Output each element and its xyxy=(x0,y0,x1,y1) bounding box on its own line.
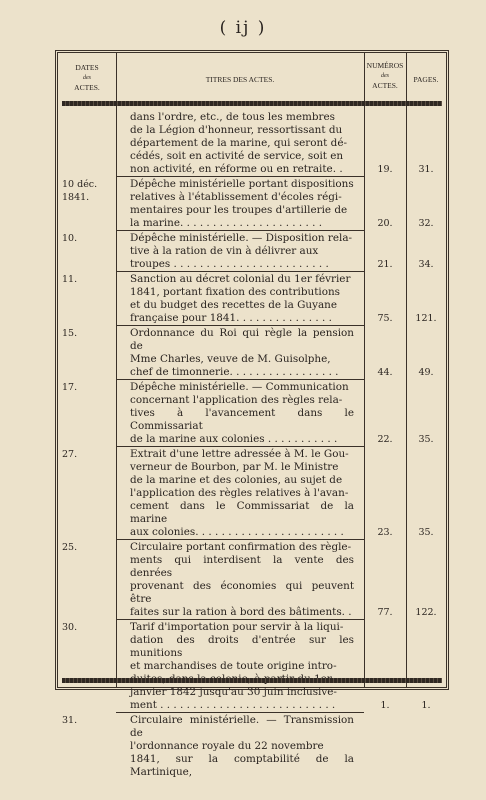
entry-title-line: provenant des économies qui peuvent être xyxy=(130,580,354,605)
entry-row xyxy=(58,111,446,176)
entry-date: 27. xyxy=(62,449,78,460)
entry-page: 34. xyxy=(418,259,434,270)
entry-separator xyxy=(116,176,364,177)
entry-separator xyxy=(116,230,364,231)
table-frame xyxy=(55,50,449,778)
entry-row xyxy=(58,448,446,539)
entry-title-line: verneur de Bourbon, par M. le Ministre xyxy=(130,461,339,473)
entry-date: 30. xyxy=(62,622,78,633)
entry-date: 10. xyxy=(62,233,78,244)
entry-title-line: Circulaire portant confirmation des règle- xyxy=(130,541,352,553)
header-dates: DATES des ACTES. xyxy=(74,63,100,92)
entry-separator xyxy=(116,271,364,272)
entry-number: 23. xyxy=(377,527,393,538)
page-number: ( ij ) xyxy=(219,18,267,38)
entry-separator xyxy=(116,325,364,326)
entry-title-line: l'ordonnance royale du 22 novembre xyxy=(130,740,324,752)
entry-separator xyxy=(116,712,364,713)
entry-title-line: Sanction au décret colonial du 1er février xyxy=(130,273,351,285)
entry-title-line: ments qui interdisent la vente des denrées xyxy=(130,554,354,579)
entry-title-line: Extrait d'une lettre adressée à M. le Gou- xyxy=(130,448,349,460)
entry-row xyxy=(58,232,446,271)
entry-page: 121. xyxy=(415,313,437,324)
entry-title-line: l'application des règles relatives à l'avan- xyxy=(130,487,349,499)
entry-number: 22. xyxy=(377,434,393,445)
entry-row xyxy=(58,178,446,230)
entry-separator xyxy=(116,379,364,380)
entry-title-line: concernant l'application des règles rela- xyxy=(130,394,343,406)
entry-title-line: relatives à l'établissement d'écoles régi- xyxy=(130,191,342,203)
header-titres: TITRES DES ACTES. xyxy=(205,75,275,84)
entry-page: 35. xyxy=(418,527,434,538)
entry-title-line: faites sur la ration à bord des bâtiments. . xyxy=(130,606,352,618)
entry-title-line: et marchandises de toute origine intro- xyxy=(130,660,337,672)
entry-title-line: tives à l'avancement dans le Commissariat xyxy=(130,407,354,432)
entry-page: 35. xyxy=(418,434,434,445)
entry-title-line: tive à la ration de vin à délivrer aux xyxy=(130,245,319,257)
entry-title-line: troupes . . . . . . . . . . . . . . . . . . . . . . . . xyxy=(130,258,329,270)
entry-title-line: mentaires pour les troupes d'artillerie de xyxy=(130,204,348,216)
entry-number: 44. xyxy=(377,367,393,378)
entry-row xyxy=(58,381,446,446)
entry-date: 25. xyxy=(62,542,78,553)
entry-separator xyxy=(116,446,364,447)
entry-number: 77. xyxy=(377,607,393,618)
entry-page: 49. xyxy=(418,367,434,378)
entry-title-line: la marine. . . . . . . . . . . . . . . . . . . . . . xyxy=(130,217,323,229)
header-numeros: NUMÉROS des ACTES. xyxy=(366,61,404,90)
entry-number: 21. xyxy=(377,259,393,270)
entry-separator xyxy=(116,539,364,540)
entry-title-line: cement dans le Commissariat de la marine xyxy=(130,500,354,525)
entry-title-line: ment . . . . . . . . . . . . . . . . . . . . . . . . . . . xyxy=(130,699,336,711)
entry-title-line: 1841, sur la comptabilité de la Martinique, xyxy=(130,753,354,778)
header-rule xyxy=(62,101,442,106)
entry-title-line: Tarif d'importation pour servir à la liqui- xyxy=(130,621,344,633)
entry-title-line: aux colonies. . . . . . . . . . . . . . . . . . . . . . . xyxy=(130,526,344,538)
entry-row xyxy=(58,327,446,379)
table-header xyxy=(58,53,446,99)
entry-title-line: cédés, soit en activité de service, soit en xyxy=(130,150,344,162)
entry-title-line: chef de timonnerie. . . . . . . . . . . . . . . . . xyxy=(130,366,339,378)
entry-number: 20. xyxy=(377,218,393,229)
entry-row xyxy=(58,621,446,712)
entry-row xyxy=(58,714,446,779)
entry-number: 1. xyxy=(380,700,390,711)
entry-title-line: et du budget des recettes de la Guyane xyxy=(130,299,338,311)
entry-title-line: 1841, portant fixation des contributions xyxy=(130,286,340,298)
entry-separator xyxy=(116,619,364,620)
entry-date: 10 déc. 1841. xyxy=(62,179,98,203)
entry-title-line: Ordonnance du Roi qui règle la pension de xyxy=(130,327,354,352)
entry-page: 122. xyxy=(415,607,437,618)
entry-page: 31. xyxy=(418,164,434,175)
entry-date: 17. xyxy=(62,382,78,393)
entry-title-line: janvier 1842 jusqu'au 30 juin inclusive- xyxy=(130,686,337,698)
footer-rule xyxy=(62,678,442,683)
entry-title-line: Dépêche ministérielle. — Communication xyxy=(130,381,349,393)
entry-title-line: non activité, en réforme ou en retraite. . xyxy=(130,163,343,175)
entry-title-line: Circulaire ministérielle. — Transmission de xyxy=(130,714,354,739)
entry-title-line: de la marine aux colonies . . . . . . . . . . . xyxy=(130,433,338,445)
entry-title-line: dans l'ordre, etc., de tous les membres xyxy=(130,111,335,123)
entry-page: 1. xyxy=(421,700,431,711)
entry-title-line: française pour 1841. . . . . . . . . . . . . . . xyxy=(130,312,332,324)
entry-title-line: de la Légion d'honneur, ressortissant du xyxy=(130,124,343,136)
entry-date: 11. xyxy=(62,274,78,285)
entry-number: 19. xyxy=(377,164,393,175)
entry-row xyxy=(58,273,446,325)
entry-title-line: département de la marine, qui seront dé- xyxy=(130,137,347,149)
entry-title-line: Dépêche ministérielle portant dispositions xyxy=(130,178,354,190)
entry-date: 15. xyxy=(62,328,78,339)
entry-page: 32. xyxy=(418,218,434,229)
entry-title-line: Dépêche ministérielle. — Disposition rela- xyxy=(130,232,353,244)
entry-number: 75. xyxy=(377,313,393,324)
entry-title-line: de la marine et des colonies, au sujet de xyxy=(130,474,343,486)
entry-row xyxy=(58,541,446,619)
entry-title-line: dation des droits d'entrée sur les munitions xyxy=(130,634,354,659)
entry-date: 31. xyxy=(62,715,78,726)
entry-title-line: Mme Charles, veuve de M. Guisolphe, xyxy=(130,353,331,365)
header-pages: PAGES. xyxy=(413,75,439,84)
